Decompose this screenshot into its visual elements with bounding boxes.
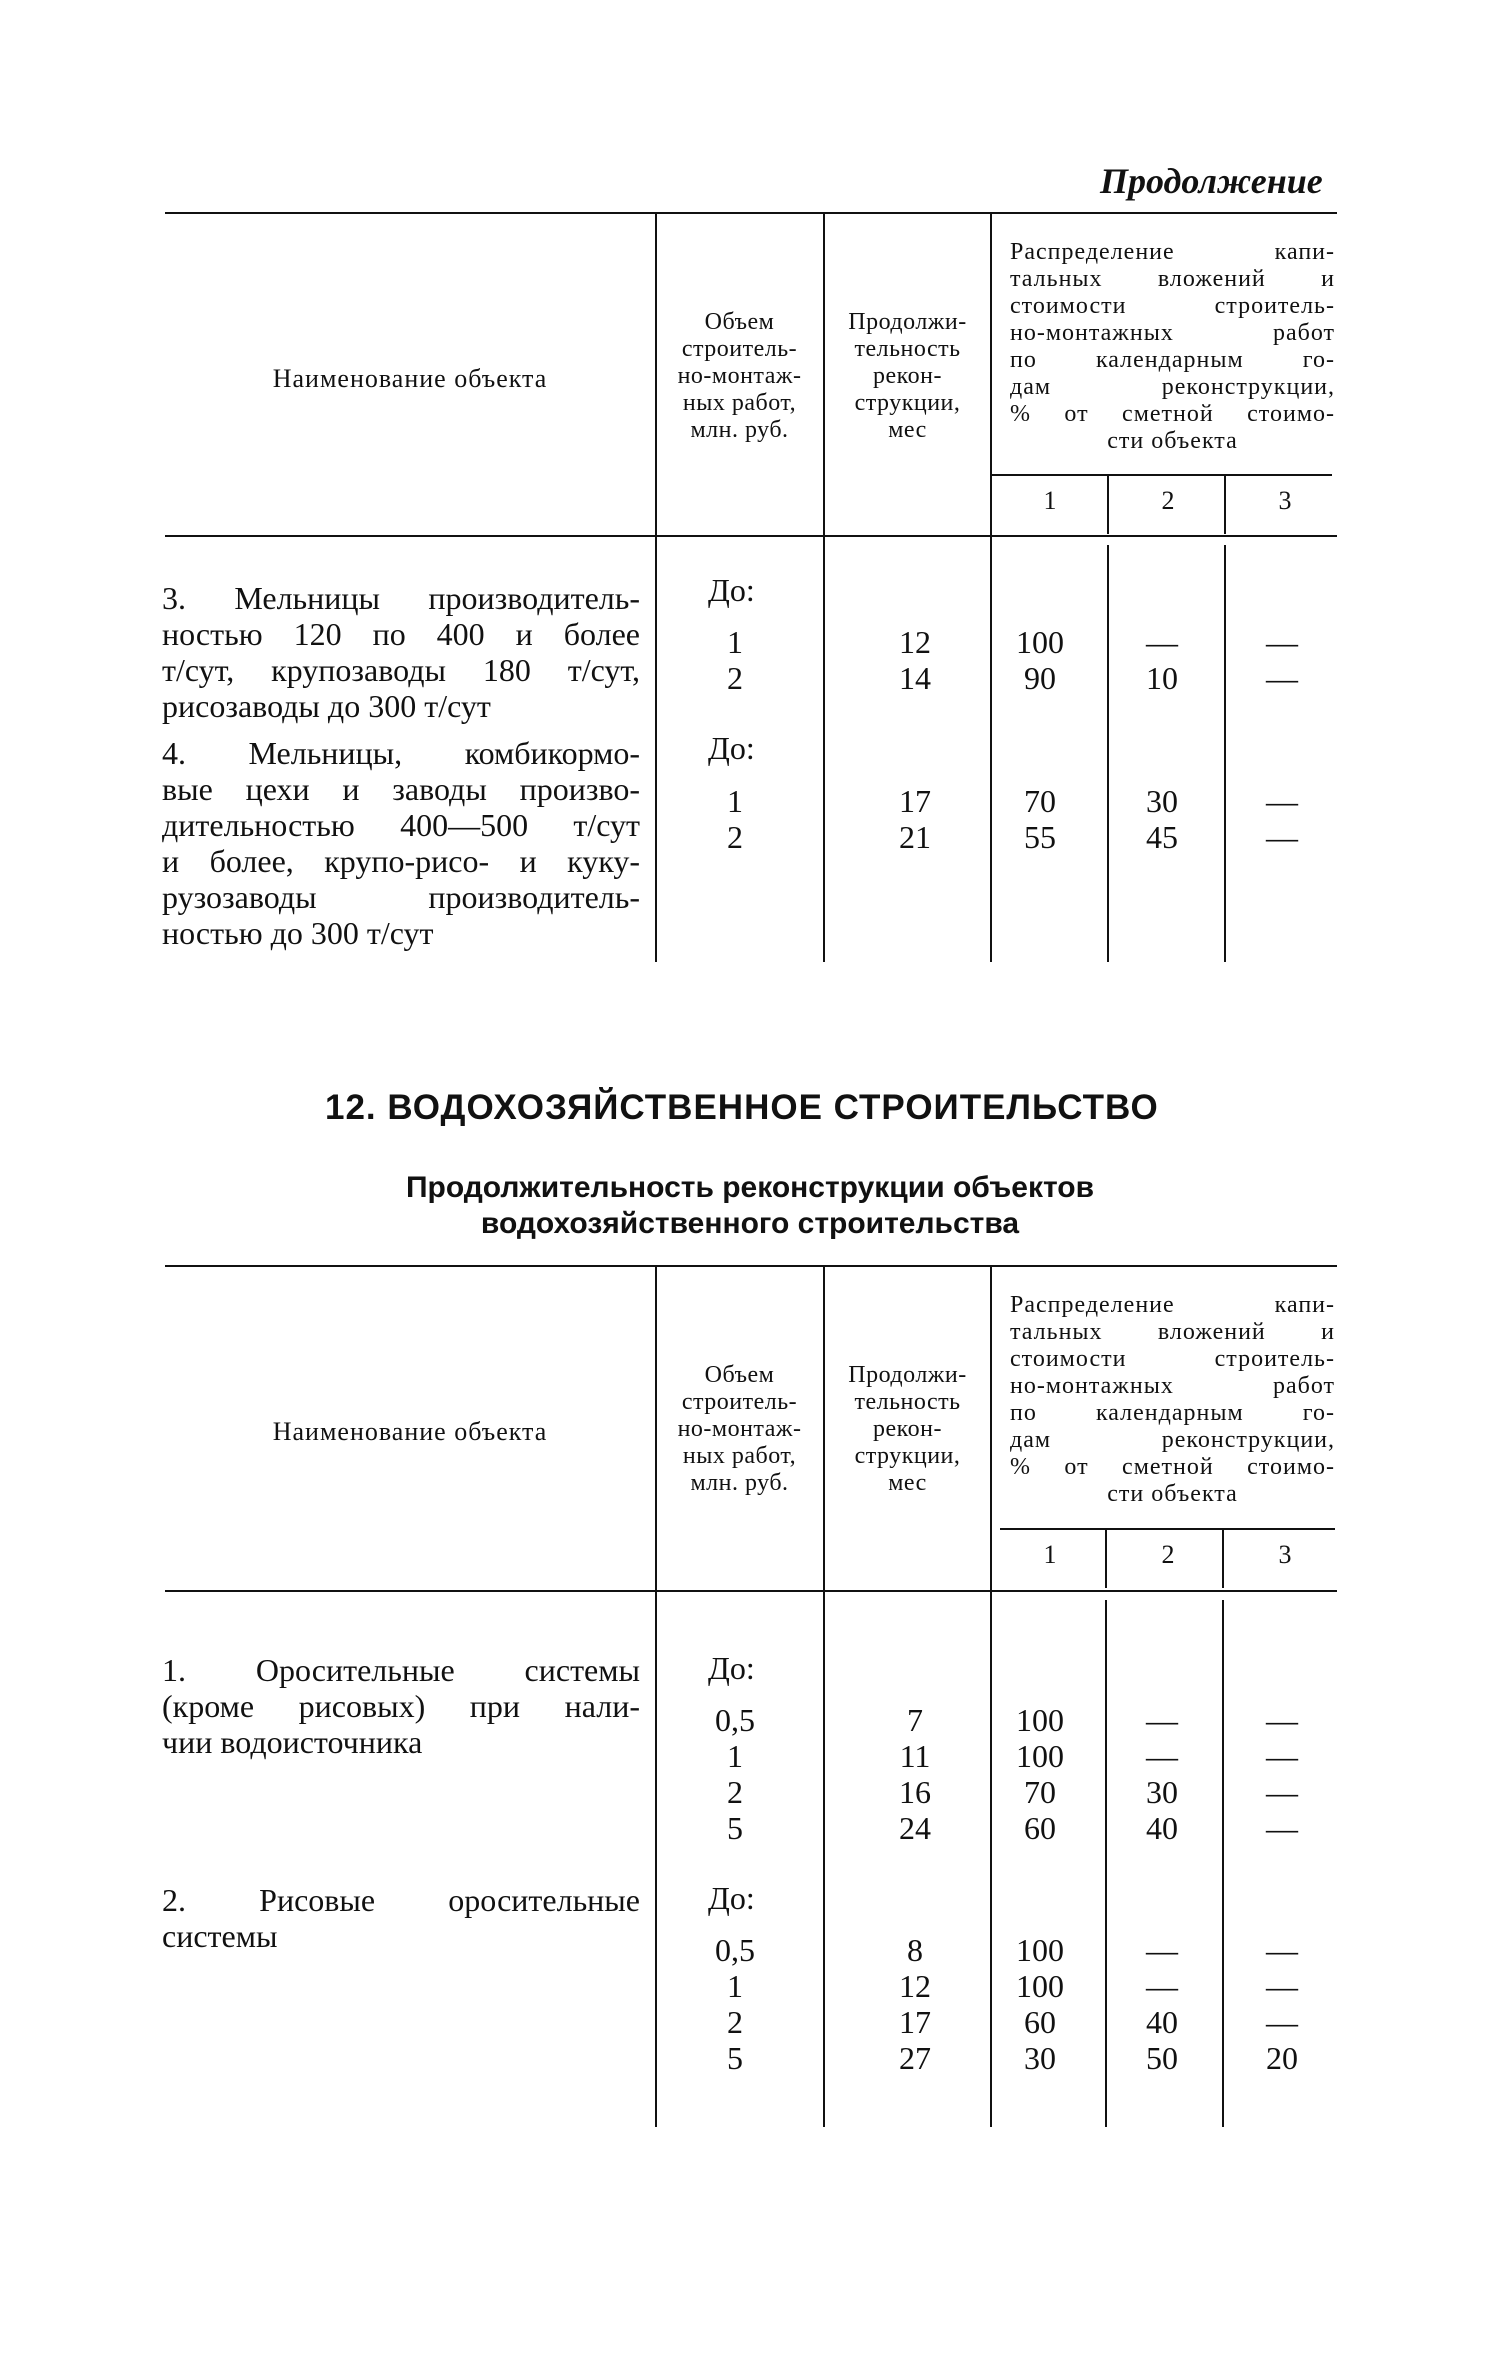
table-2-cell-duration: 7 [907,1702,923,1738]
table-2-cell-duration: 12 [899,1968,931,2004]
table-2-cell-y2: — [1146,1738,1178,1774]
table-1-cell-y2: — [1146,624,1178,660]
table-1-header-volume-line: Объем [704,309,775,335]
section-title: 12. ВОДОХОЗЯЙСТВЕННОЕ СТРОИТЕЛЬСТВО [325,1088,1159,1127]
table-1-header-duration-line: мес [888,417,927,443]
table-1-row-name-line: рузозаводы производитель- [162,879,640,915]
table-2-cell-y3: — [1266,2004,1298,2040]
table-1-row-name-line: дительностью 400—500 т/сут [162,807,640,843]
table-2-cell-volume: 1 [727,1968,743,2004]
table-2-header-distribution-line: дам реконструкции, [1010,1427,1335,1453]
table-1-cell-duration: 12 [899,624,931,660]
table-2-cell-y3: — [1266,1738,1298,1774]
table-1-header-duration-line: тельность [854,336,961,362]
table-1-cell-y3: — [1266,783,1298,819]
table-2-cell-y2: — [1146,1702,1178,1738]
table-2-cell-y1: 100 [1016,1968,1064,2004]
table-2-row-name-line: чии водоисточника [162,1724,423,1760]
table-2-header-duration-line: Продолжи- [848,1362,967,1388]
table-1-row-name-line: рисозаводы до 300 т/сут [162,688,491,724]
table-1-cell-volume: 1 [727,624,743,660]
table-2-header-distribution [1010,1292,1335,1508]
table-1-cell-y2: 30 [1146,783,1178,819]
table-2-header-distribution-line: тальных вложений и [1010,1319,1335,1345]
table-2-header-duration-line: рекон- [873,1416,942,1442]
table-2-cell-y3: — [1266,1968,1298,2004]
table-1-cell-y2: 45 [1146,819,1178,855]
table-1-cell-y3: — [1266,819,1298,855]
table-1-cell-volume: 2 [727,819,743,855]
table-1-header-distribution-line: тальных вложений и [1010,266,1335,292]
table-2-cell-y3: — [1266,1932,1298,1968]
section-subtitle [300,1170,1200,1242]
table-2-col-divider [655,1267,657,2127]
table-2-cell-y1: 30 [1024,2040,1056,2076]
table-2-col-divider [1105,1600,1107,2127]
table-1-row-name-line: т/сут, крупозаводы 180 т/сут, [162,652,640,688]
table-1-row-prefix: До: [708,730,755,766]
table-1-cell-y1: 70 [1024,783,1056,819]
table-2-col-divider [823,1267,825,2127]
table-2-row-name [162,1652,640,1760]
table-2-col-divider [1222,1600,1224,2127]
table-2-cell-y2: 40 [1146,2004,1178,2040]
table-2-row-name-line: 2. Рисовые оросительные [162,1882,640,1918]
table-2-col-divider [1222,1530,1224,1588]
table-2-cell-y3: — [1266,1774,1298,1810]
table-2-cell-y3: 20 [1266,2040,1298,2076]
table-2-header-rule [165,1590,1337,1592]
table-1-cell-y1: 100 [1016,624,1064,660]
table-1-cell-y1: 90 [1024,660,1056,696]
table-2-header-volume-line: но-монтаж- [677,1416,802,1442]
table-1-row-prefix: До: [708,572,755,608]
table-2-header-distribution-line: сти объекта [1107,1481,1238,1507]
table-1-header-distribution-line: сти объекта [1107,428,1238,454]
table-1-col-divider [990,214,992,962]
table-2-header-duration-line: мес [888,1470,927,1496]
table-1-header-year: 3 [1278,486,1292,515]
table-2-cell-y3: — [1266,1702,1298,1738]
table-2-row-name-line: (кроме рисовых) при нали- [162,1688,640,1724]
table-2-cell-volume: 2 [727,2004,743,2040]
table-1-header-distribution [1010,239,1335,455]
table-2-row-name [162,1882,640,1954]
table-1-row-name [162,580,640,724]
table-2-header-duration-line: струкции, [854,1443,961,1469]
table-1-header-duration [826,309,989,444]
table-1-header-volume-line: ных работ, [682,390,797,416]
table-2-header-distribution-line: % от сметной стоимо- [1010,1454,1335,1480]
table-1-header-year: 1 [1043,486,1057,515]
table-1-cell-duration: 21 [899,819,931,855]
table-2-row-name-line: 1. Оросительные системы [162,1652,640,1688]
table-2-header-name: Наименование объекта [272,1417,548,1446]
table-1-row-name-line: 4. Мельницы, комбикормо- [162,735,640,771]
table-2-header-distribution-line: стоимости строитель- [1010,1346,1335,1372]
table-1-header-volume-line: млн. руб. [690,417,789,443]
table-2-cell-duration: 24 [899,1810,931,1846]
table-2-cell-y1: 100 [1016,1738,1064,1774]
table-2-col-divider [990,1267,992,2127]
table-2-top-rule [165,1265,1337,1267]
table-1-cell-duration: 14 [899,660,931,696]
table-2-cell-y1: 60 [1024,1810,1056,1846]
table-2-header-year: 3 [1278,1540,1292,1569]
table-1-header-distribution-line: дам реконструкции, [1010,374,1335,400]
table-2-cell-duration: 27 [899,2040,931,2076]
table-2-header-volume-line: млн. руб. [690,1470,789,1496]
table-1-header-rule [165,535,1337,537]
table-2-cell-duration: 11 [899,1738,931,1774]
table-2-row-prefix: До: [708,1880,755,1916]
table-2-cell-y2: 30 [1146,1774,1178,1810]
table-1-header-distribution-line: % от сметной стоимо- [1010,401,1335,427]
table-2-header-distribution-line: Распределение капи- [1010,1292,1335,1318]
table-1-row-name-line: ностью 120 по 400 и более [162,616,640,652]
table-2-row-name-line: системы [162,1918,278,1954]
continuation-label: Продолжение [1100,161,1323,201]
table-2-cell-y1: 70 [1024,1774,1056,1810]
table-2-header-duration [826,1362,989,1497]
table-1-cell-volume: 1 [727,783,743,819]
table-1-header-distribution-line: по календарным го- [1010,347,1335,373]
table-2-cell-y2: — [1146,1968,1178,2004]
table-1-cell-y3: — [1266,660,1298,696]
table-1-cell-y3: — [1266,624,1298,660]
table-2-row-prefix: До: [708,1650,755,1686]
table-1-row-name [162,735,640,951]
table-2-cell-y2: — [1146,1932,1178,1968]
table-2-cell-y1: 100 [1016,1702,1064,1738]
section-subtitle-line: водохозяйственного строительства [480,1207,1020,1240]
table-2-header-volume [658,1362,821,1497]
table-1-col-divider [655,214,657,962]
table-1-header-distribution-line: стоимости строитель- [1010,293,1335,319]
table-2-col-divider [1105,1530,1107,1588]
table-2-cell-volume: 5 [727,2040,743,2076]
table-1-header-duration-line: рекон- [873,363,942,389]
table-1-row-name-line: ностью до 300 т/сут [162,915,434,951]
table-1-header-duration-line: Продолжи- [848,309,967,335]
table-2-cell-y2: 40 [1146,1810,1178,1846]
table-1-cell-duration: 17 [899,783,931,819]
table-2-cell-volume: 1 [727,1738,743,1774]
table-2-cell-volume: 0,5 [715,1932,755,1968]
table-1-cell-y1: 55 [1024,819,1056,855]
table-1-col-divider [823,214,825,962]
table-1-col-divider [1107,476,1109,534]
table-1-header-year: 2 [1161,486,1175,515]
table-1-header-name: Наименование объекта [272,364,548,393]
table-1-cell-y2: 10 [1146,660,1178,696]
table-1-header-duration-line: струкции, [854,390,961,416]
table-1-top-rule [165,212,1337,214]
table-2-cell-duration: 16 [899,1774,931,1810]
table-1-header-volume-line: но-монтаж- [677,363,802,389]
table-1-header-volume-line: строитель- [681,336,798,362]
table-1-years-rule [992,474,1332,476]
table-1-header-distribution-line: но-монтажных работ [1010,320,1335,346]
table-2-years-rule [1000,1528,1335,1530]
table-2-cell-duration: 8 [907,1932,923,1968]
table-2-header-distribution-line: но-монтажных работ [1010,1373,1335,1399]
table-1-row-name-line: вые цехи и заводы произво- [162,771,640,807]
table-1-header-distribution-line: Распределение капи- [1010,239,1335,265]
table-2-header-volume-line: ных работ, [682,1443,797,1469]
table-2-header-year: 1 [1043,1540,1057,1569]
table-2-cell-volume: 2 [727,1774,743,1810]
table-1-row-name-line: и более, крупо-рисо- и куку- [162,843,640,879]
table-2-header-volume-line: Объем [704,1362,775,1388]
table-1-header-volume [658,309,821,444]
table-2-cell-volume: 5 [727,1810,743,1846]
table-2-cell-volume: 0,5 [715,1702,755,1738]
table-2-cell-y1: 100 [1016,1932,1064,1968]
table-2-header-duration-line: тельность [854,1389,961,1415]
table-1-col-divider [1224,476,1226,534]
table-2-header-distribution-line: по календарным го- [1010,1400,1335,1426]
table-2-header-year: 2 [1161,1540,1175,1569]
table-1-col-divider [1107,545,1109,962]
table-1-col-divider [1224,545,1226,962]
table-2-cell-duration: 17 [899,2004,931,2040]
table-2-cell-y2: 50 [1146,2040,1178,2076]
table-2-cell-y1: 60 [1024,2004,1056,2040]
table-2-cell-y3: — [1266,1810,1298,1846]
table-1-row-name-line: 3. Мельницы производитель- [162,580,640,616]
section-subtitle-line: Продолжительность реконструкции объектов [405,1171,1095,1204]
table-2-header-volume-line: строитель- [681,1389,798,1415]
table-1-cell-volume: 2 [727,660,743,696]
